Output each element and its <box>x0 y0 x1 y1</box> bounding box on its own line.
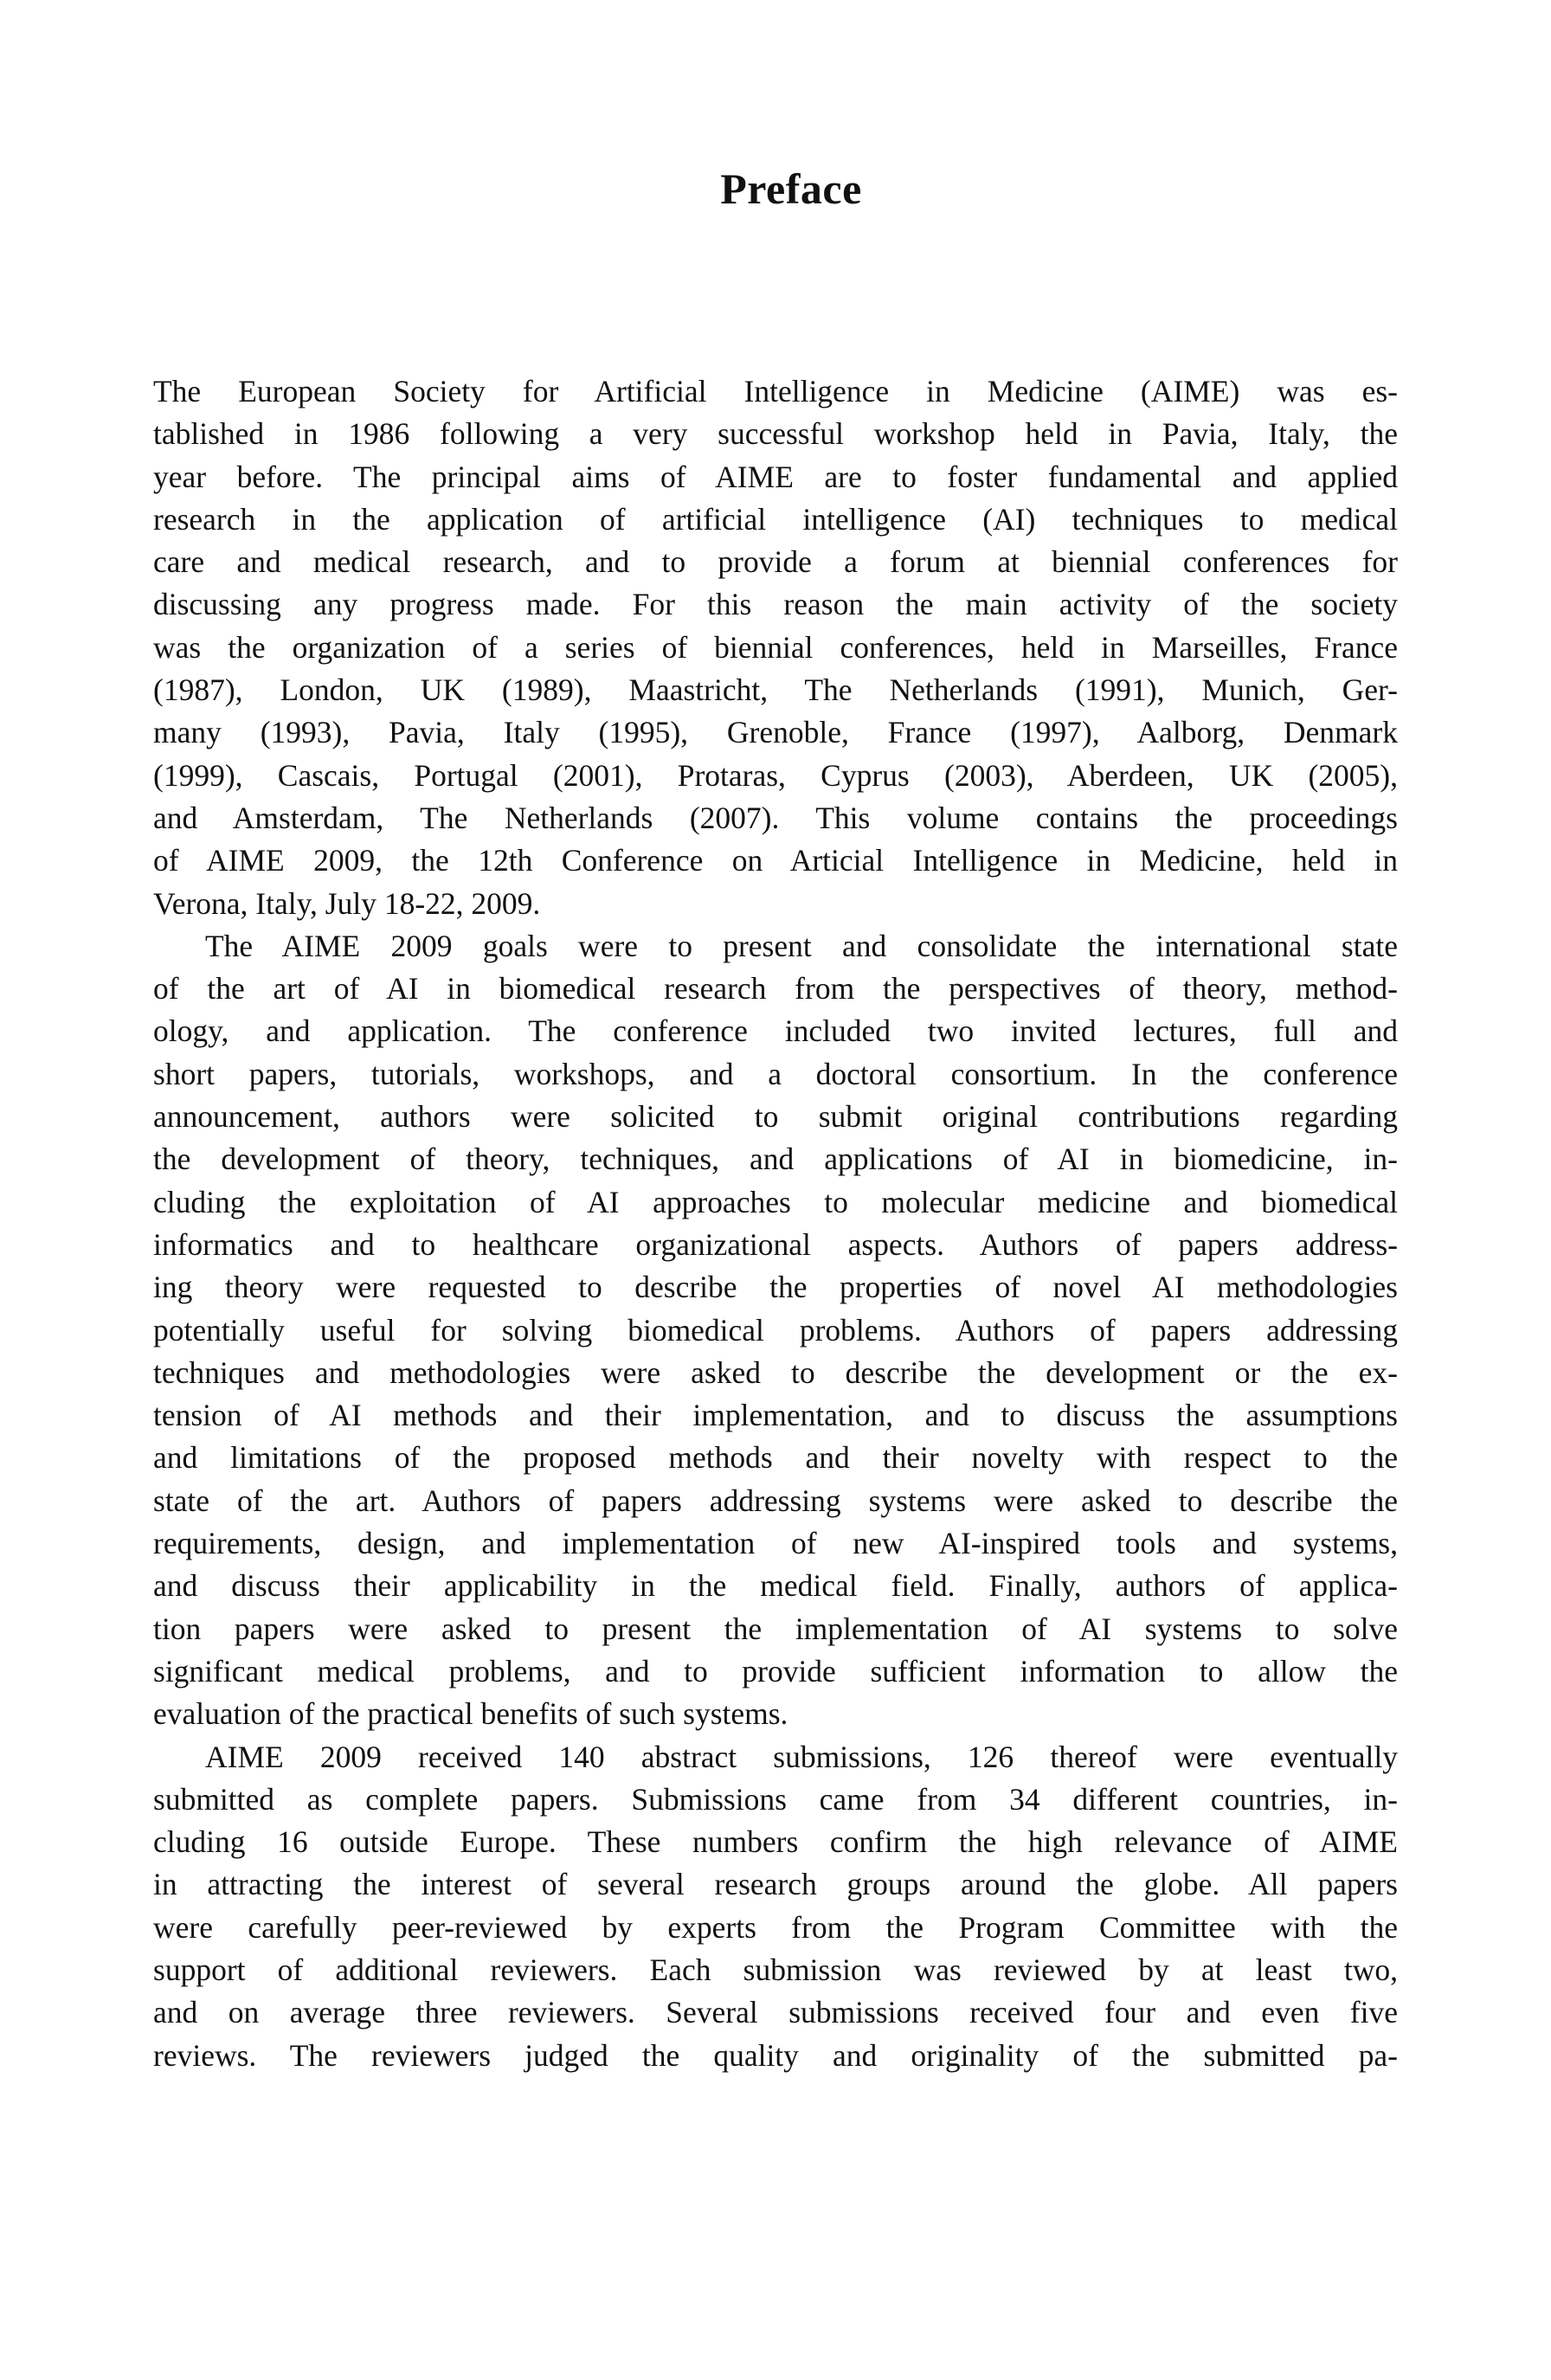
text-line: requirements, design, and implementation of new AI-inspired tools and systems, <box>153 1526 1398 1561</box>
paragraph-1 <box>153 370 1398 925</box>
preface-body <box>153 370 1398 2077</box>
text-line: (1987), London, UK (1989), Maastricht, The Netherlands (1991), Munich, Ger- <box>153 672 1398 708</box>
text-line: were carefully peer-reviewed by experts from the Program Committee with the <box>153 1909 1398 1945</box>
page-title: Preface <box>720 164 862 213</box>
text-line: Verona, Italy, July 18-22, 2009. <box>153 885 541 921</box>
text-line: in attracting the interest of several research groups around the globe. All papers <box>153 1867 1398 1902</box>
text-line: of the art of AI in biomedical research from the perspectives of theory, method- <box>153 971 1398 1007</box>
text-line: tension of AI methods and their implementation, and to discuss the assumptions <box>153 1398 1398 1433</box>
text-line: cluding 16 outside Europe. These numbers confirm the high relevance of AIME <box>153 1824 1398 1860</box>
text-line: evaluation of the practical benefits of such systems. <box>153 1696 788 1732</box>
text-line: state of the art. Authors of papers addressing systems were asked to describe the <box>153 1483 1398 1518</box>
text-line: was the organization of a series of biennial conferences, held in Marseilles, France <box>153 629 1398 665</box>
text-line: tion papers were asked to present the implementation of AI systems to solve <box>153 1611 1398 1646</box>
text-line: research in the application of artificial intelligence (AI) techniques to medical <box>153 501 1398 537</box>
text-line: many (1993), Pavia, Italy (1995), Grenoble, France (1997), Aalborg, Denmark <box>153 715 1398 750</box>
text-line: techniques and methodologies were asked to describe the development or the ex- <box>153 1354 1398 1390</box>
text-line: (1999), Cascais, Portugal (2001), Protaras, Cyprus (2003), Aberdeen, UK (2005), <box>153 757 1398 793</box>
text-line: ology, and application. The conference included two invited lectures, full and <box>153 1013 1398 1049</box>
text-line: The European Society for Artificial Intelligence in Medicine (AIME) was es- <box>153 374 1398 408</box>
text-line: submitted as complete papers. Submissions came from 34 different countries, in- <box>153 1781 1398 1817</box>
text-line: cluding the exploitation of AI approaches to molecular medicine and biomedical <box>153 1184 1398 1219</box>
text-line: announcement, authors were solicited to submit original contributions regarding <box>153 1099 1398 1135</box>
text-line: short papers, tutorials, workshops, and a doctoral consortium. In the conference <box>153 1056 1398 1091</box>
text-line: AIME 2009 received 140 abstract submissions, 126 thereof were eventually <box>205 1739 1398 1774</box>
text-line: and discuss their applicability in the medical field. Finally, authors of applica- <box>153 1568 1398 1604</box>
text-line: The AIME 2009 goals were to present and consolidate the international state <box>205 928 1398 963</box>
text-line: discussing any progress made. For this reason the main activity of the society <box>153 587 1398 622</box>
text-line: significant medical problems, and to provide sufficient information to allow the <box>153 1653 1398 1689</box>
text-line: care and medical research, and to provide a forum at biennial conferences for <box>153 544 1398 580</box>
text-line: potentially useful for solving biomedical problems. Authors of papers addressing <box>153 1312 1398 1348</box>
text-line: informatics and to healthcare organizational aspects. Authors of papers address- <box>153 1226 1398 1262</box>
text-line: year before. The principal aims of AIME are to foster fundamental and applied <box>153 459 1398 494</box>
paragraph-3 <box>153 1736 1398 2077</box>
text-line: and limitations of the proposed methods and their novelty with respect to the <box>153 1440 1398 1476</box>
text-line: and on average three reviewers. Several submissions received four and even five <box>153 1995 1398 2030</box>
text-line: tablished in 1986 following a very successful workshop held in Pavia, Italy, the <box>153 416 1398 452</box>
text-line: reviews. The reviewers judged the quality and originality of the submitted pa- <box>153 2037 1398 2073</box>
paragraph-2 <box>153 925 1398 1736</box>
text-line: the development of theory, techniques, and applications of AI in biomedicine, in- <box>153 1142 1398 1177</box>
text-line: and Amsterdam, The Netherlands (2007). This volume contains the proceedings <box>153 800 1398 835</box>
text-line: ing theory were requested to describe the properties of novel AI methodologies <box>153 1270 1398 1305</box>
text-line: of AIME 2009, the 12th Conference on Articial Intelligence in Medicine, held in <box>153 843 1398 878</box>
text-line: support of additional reviewers. Each submission was reviewed by at least two, <box>153 1952 1398 1987</box>
